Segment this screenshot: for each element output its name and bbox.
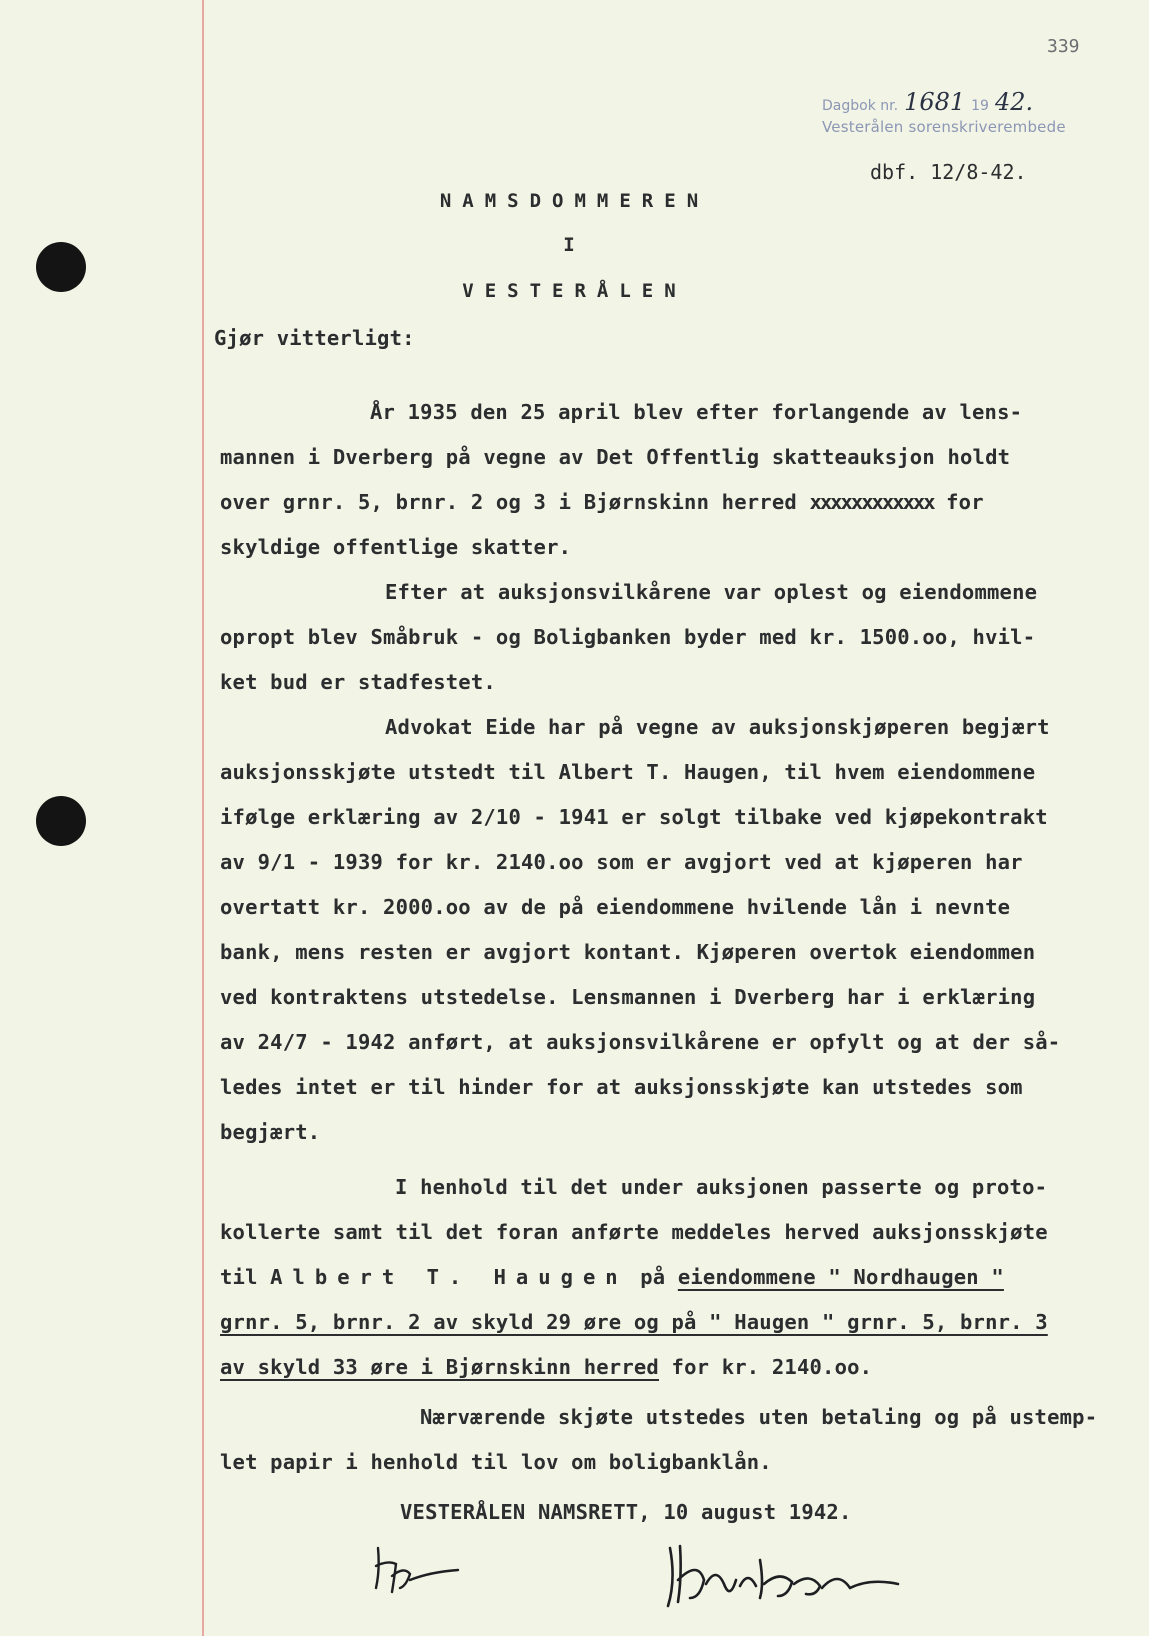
- stamp-year-prefix: 19: [971, 98, 989, 114]
- buyer-name: Albert T. Haugen: [270, 1265, 628, 1289]
- text-line: auksjonsskjøte utstedt til Albert T. Haugen, til hvem eiendommene: [220, 760, 1036, 784]
- text-line: Efter at auksjonsvilkårene var oplest og eiendommene: [385, 580, 1038, 604]
- punch-hole: [36, 796, 86, 846]
- heading-line-3: VESTERÅLEN: [462, 280, 687, 302]
- page-number: 339: [1047, 36, 1080, 57]
- text-line: År 1935 den 25 april blev efter forlangende av lens-: [370, 400, 1023, 424]
- text-line: over grnr. 5, brnr. 2 og 3 i Bjørnskinn herred xxxxxxxxxxxx for: [220, 490, 984, 514]
- underlined-line: grnr. 5, brnr. 2 av skyld 29 øre og på " Haugen " grnr. 5, brnr. 3: [220, 1310, 1048, 1334]
- opening-line: Gjør vitterligt:: [214, 326, 415, 350]
- registry-stamp: [822, 88, 1066, 136]
- stamp-label: Dagbok nr.: [822, 98, 899, 114]
- text-line: av 24/7 - 1942 anført, at auksjonsvilkårene er opfylt og at der så-: [220, 1030, 1061, 1054]
- text-line: let papir i henhold til lov om boligbanklån.: [220, 1450, 772, 1474]
- initials-signature: [370, 1530, 470, 1600]
- text-line: ket bud er stadfestet.: [220, 670, 496, 694]
- stamp-number: 1681: [904, 88, 966, 116]
- struck-text: xxxxxxxxxxxx: [809, 490, 934, 514]
- text-line: ifølge erklæring av 2/10 - 1941 er solgt tilbake ved kjøpekontrakt: [220, 805, 1048, 829]
- text-line: til Albert T. Haugen på eiendommene " Nordhaugen ": [220, 1265, 1004, 1289]
- text-line: av 9/1 - 1939 for kr. 2140.oo som er avgjort ved at kjøperen har: [220, 850, 1023, 874]
- text-line: overtatt kr. 2000.oo av de på eiendommene hvilende lån i nevnte: [220, 895, 1011, 919]
- stamp-office: Vesterålen sorenskriverembede: [822, 118, 1066, 136]
- text-line: kollerte samt til det foran anførte meddeles herved auksjonsskjøte: [220, 1220, 1048, 1244]
- underlined-text: eiendommene " Nordhaugen ": [677, 1265, 1004, 1289]
- text-line: Advokat Eide har på vegne av auksjonskjøperen begjært: [385, 715, 1050, 739]
- text-line: av skyld 33 øre i Bjørnskinn herred for kr. 2140.oo.: [220, 1355, 873, 1379]
- stamp-year: 42.: [994, 88, 1034, 116]
- text-line: begjært.: [220, 1120, 321, 1144]
- heading-line-1: NAMSDOMMEREN: [439, 190, 710, 212]
- text-line: I henhold til det under auksjonen passerte og proto-: [395, 1175, 1048, 1199]
- underlined-text: av skyld 33 øre i Bjørnskinn herred: [220, 1355, 659, 1379]
- heading-line-2: I: [563, 234, 586, 256]
- text-line: mannen i Dverberg på vegne av Det Offentlig skatteauksjon holdt: [220, 445, 1011, 469]
- judge-signature: [660, 1540, 910, 1615]
- text-line: opropt blev Småbruk - og Boligbanken byder med kr. 1500.oo, hvil-: [220, 625, 1036, 649]
- date-line: VESTERÅLEN NAMSRETT, 10 august 1942.: [400, 1500, 852, 1524]
- text-line: skyldige offentlige skatter.: [220, 535, 572, 559]
- text-line: Nærværende skjøte utstedes uten betaling og på ustemp-: [420, 1405, 1098, 1429]
- dbf-note: dbf. 12/8-42.: [870, 160, 1027, 184]
- text-line: ved kontraktens utstedelse. Lensmannen i Dverberg har i erklæring: [220, 985, 1036, 1009]
- text-line: bank, mens resten er avgjort kontant. Kjøperen overtok eiendommen: [220, 940, 1036, 964]
- text-line: ledes intet er til hinder for at auksjonsskjøte kan utstedes som: [220, 1075, 1023, 1099]
